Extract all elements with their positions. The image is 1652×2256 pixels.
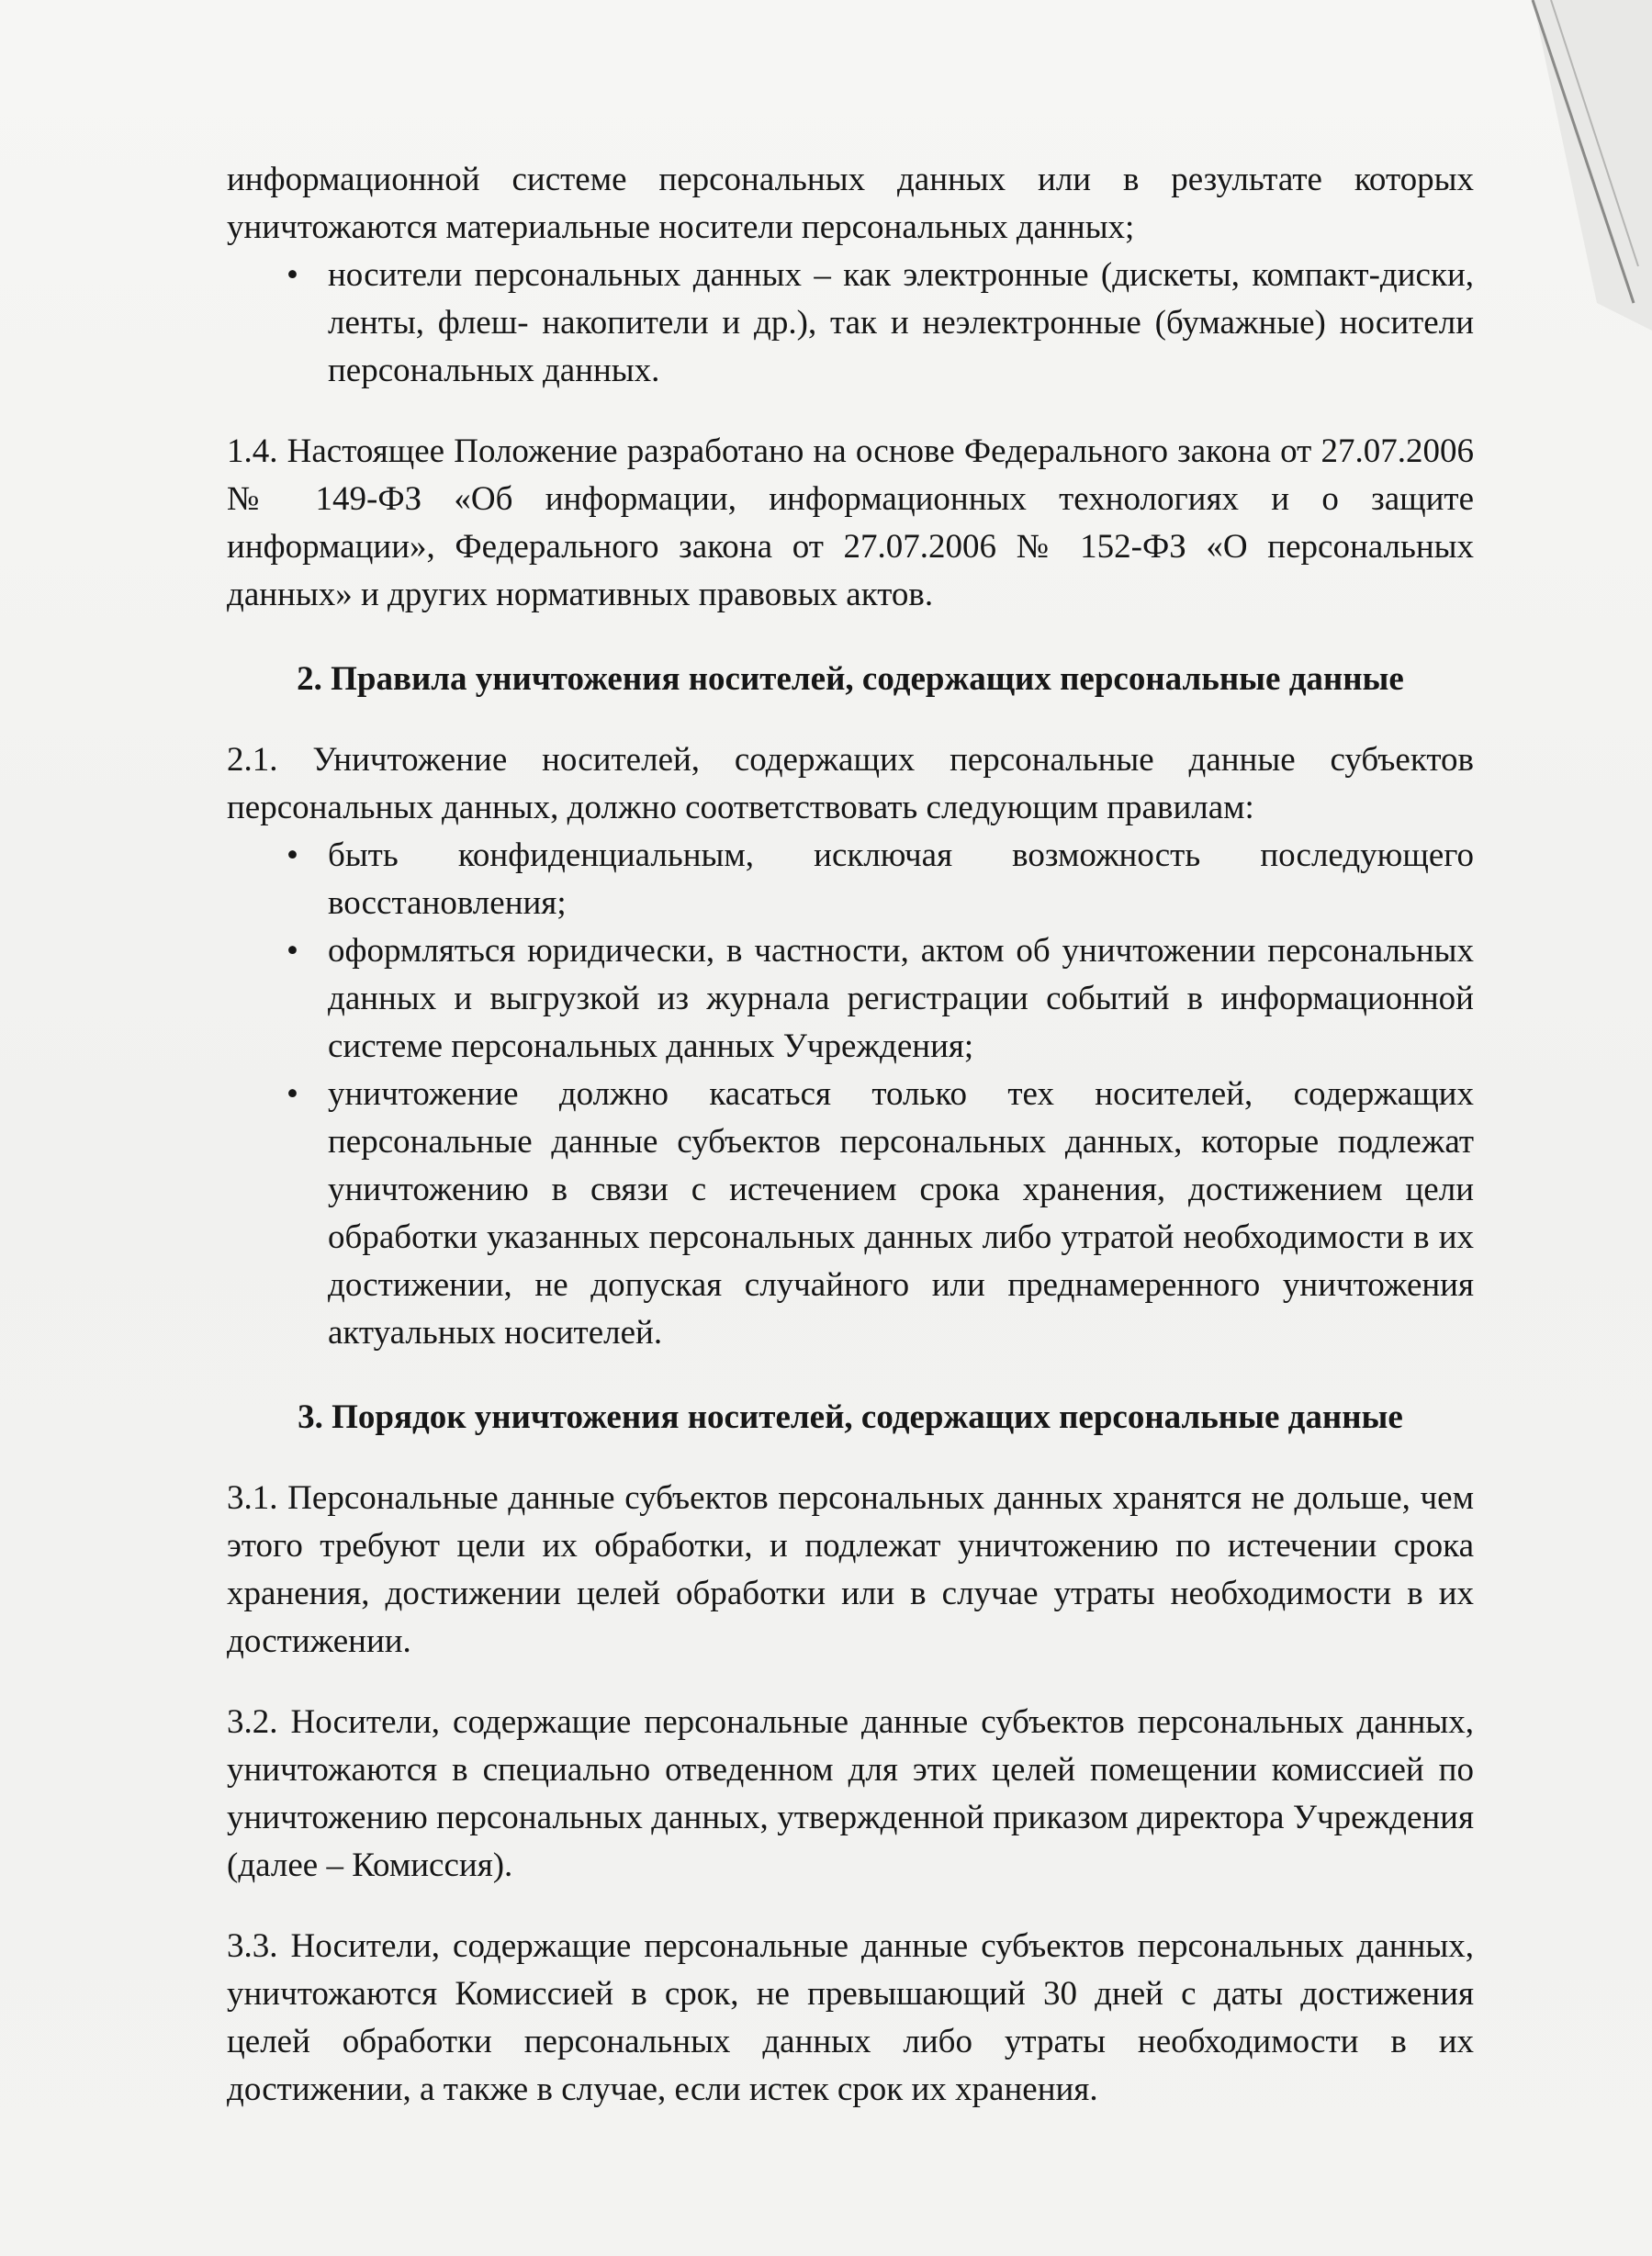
list-item-text: быть конфиденциальным, исключая возможность последующего восстановления; bbox=[328, 836, 1474, 922]
paragraph-3-3: 3.3. Носители, содержащие персональные данные субъектов персональных данных, уничтожаются Комиссией в срок, не превышающий 30 дней с даты достижения целей обработки персональных данных либо утраты необходимости в их достижении, а также в случае, если истек срок их хранения. bbox=[227, 1927, 1474, 2108]
continuation-text: информационной системе персональных данных или в результате которых уничтожаются материальные носители персональных данных; bbox=[227, 161, 1474, 246]
section-heading-2: 2. Правила уничтожения носителей, содержащих персональные данные bbox=[297, 660, 1404, 698]
section-heading-3: 3. Порядок уничтожения носителей, содержащих персональные данные bbox=[298, 1398, 1403, 1436]
list-item-text: оформляться юридически, в частности, актом об уничтожении персональных данных и выгрузкой из журнала регистрации событий в информационной системе персональных данных Учреждения; bbox=[328, 932, 1474, 1065]
document-body bbox=[227, 156, 1474, 2114]
bullet-marker: • bbox=[287, 256, 298, 294]
page-fold-shadow bbox=[1450, 0, 1652, 331]
list-item-text: уничтожение должно касаться только тех носителей, содержащих персональные данные субъектов персональных данных, которые подлежат уничтожению в связи с истечением срока хранения, достижением цели обработки указанных персональных данных либо утратой необходимости в их достижении, не допуская случайного или преднамеренного уничтожения актуальных носителей. bbox=[328, 1075, 1474, 1352]
paragraph-1-4: 1.4. Настоящее Положение разработано на основе Федерального закона от 27.07.2006 № 149-ФЗ «Об информации, информационных технологиях и о защите информации», Федерального закона от 27.07.2006 № 152-ФЗ «О персональных данных» и других нормативных правовых актов. bbox=[227, 432, 1474, 613]
rules-bullet-list bbox=[227, 832, 1474, 1357]
bullet-marker: • bbox=[287, 932, 298, 970]
list-item-text: носители персональных данных – как электронные (дискеты, компакт-диски, ленты, флеш- накопители и др.), так и неэлектронные (бумажные) носители персональных данных. bbox=[328, 256, 1474, 389]
paragraph-3-1: 3.1. Персональные данные субъектов персональных данных хранятся не дольше, чем этого требуют цели их обработки, и подлежат уничтожению по истечении срока хранения, достижении целей обработки или в случае утраты необходимости в их достижении. bbox=[227, 1479, 1474, 1660]
intro-bullet-list bbox=[227, 252, 1474, 395]
paragraph-3-2: 3.2. Носители, содержащие персональные данные субъектов персональных данных, уничтожаются в специально отведенном для этих целей помещении комиссией по уничтожению персональных данных, утвержденной приказом директора Учреждения (далее – Комиссия). bbox=[227, 1703, 1474, 1884]
paragraph-2-1: 2.1. Уничтожение носителей, содержащих персональные данные субъектов персональных данных, должно соответствовать следующим правилам: bbox=[227, 741, 1474, 826]
list-item bbox=[227, 252, 1474, 395]
list-item bbox=[227, 1071, 1474, 1357]
bullet-marker: • bbox=[287, 1075, 298, 1113]
list-item bbox=[227, 832, 1474, 927]
bullet-marker: • bbox=[287, 836, 298, 874]
list-item bbox=[227, 927, 1474, 1071]
